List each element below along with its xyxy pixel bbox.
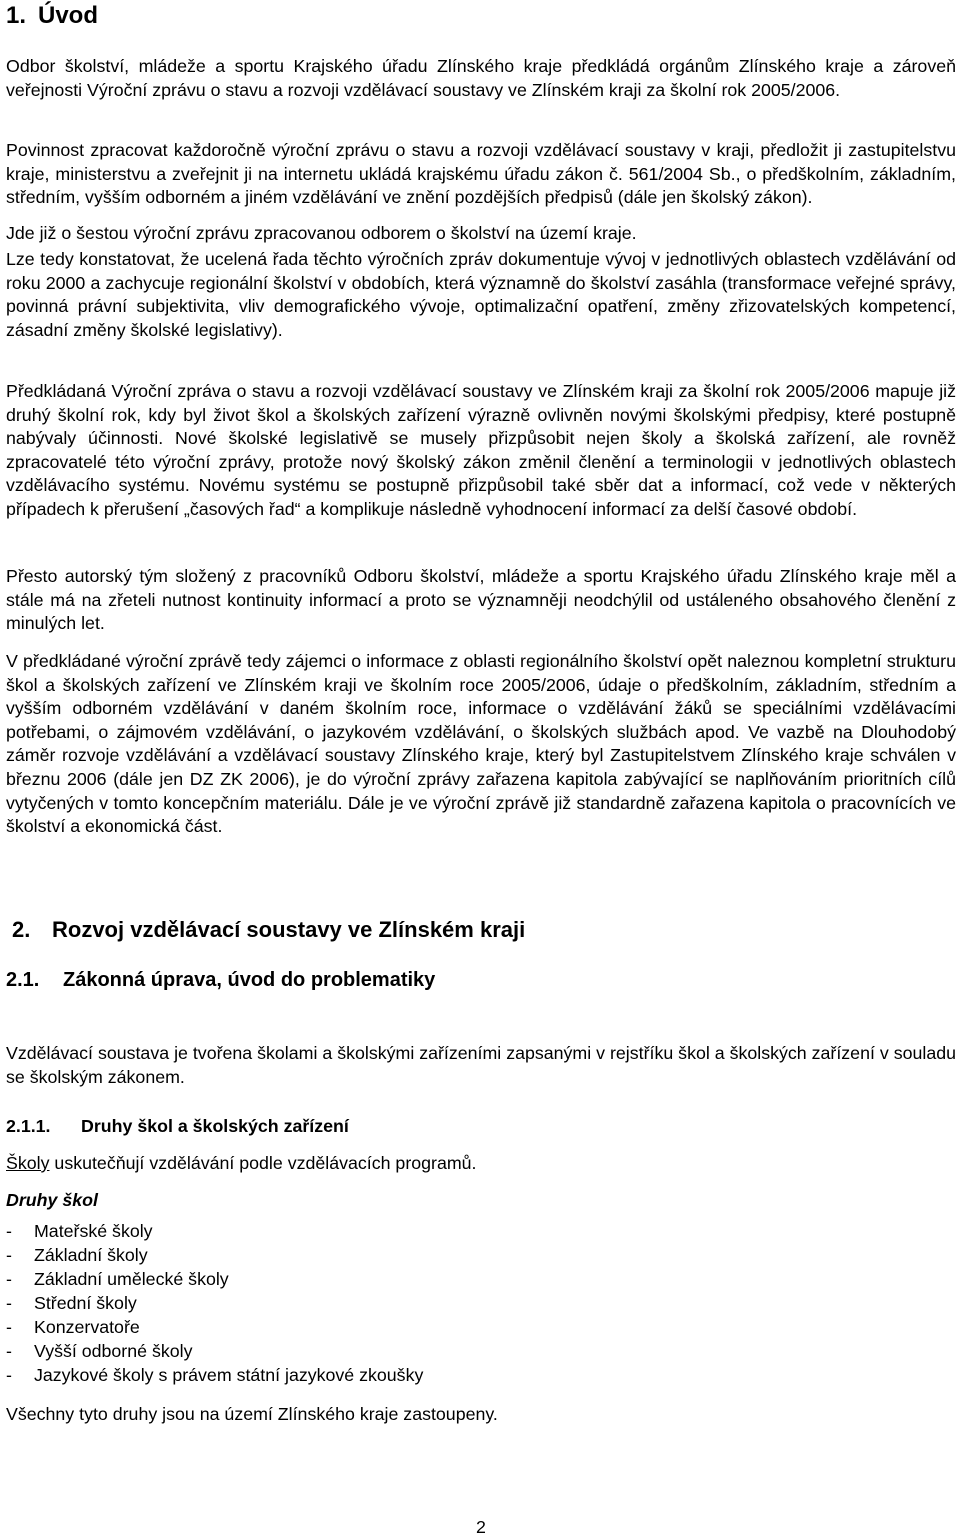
heading-1-number: 1. <box>6 2 27 29</box>
school-types-label: Druhy škol <box>6 1190 98 1210</box>
heading-2-number: 2. <box>12 917 31 942</box>
heading-2-title: Rozvoj vzdělávací soustavy ve Zlínském kraji <box>52 917 526 942</box>
list-item: - Základní umělecké školy <box>6 1269 229 1289</box>
paragraph-closing: Všechny tyto druhy jsou na území Zlínského kraje zastoupeny. <box>6 1404 498 1424</box>
heading-4 <box>6 1114 349 1138</box>
paragraph-intro-1: Odbor školství, mládeže a sportu Krajského úřadu Zlínského kraje předkládá orgánům Zlínského kraje a zároveň veřejnosti Výroční zprávu o stavu a rozvoji vzdělávací soustavy ve Zlínském kraji za školní rok 2005/2006. <box>6 56 956 100</box>
list-item: - Mateřské školy <box>6 1221 153 1241</box>
list-item: - Konzervatoře <box>6 1317 140 1337</box>
document-page <box>6 0 956 1537</box>
school-types-list <box>6 1219 423 1387</box>
heading-2 <box>12 916 525 944</box>
paragraph-intro-3: Jde již o šestou výroční zprávu zpracovanou odborem o školství na území kraje. <box>6 223 637 243</box>
paragraph-intro-6: Přesto autorský tým složený z pracovníků Odboru školství, mládeže a sportu Krajského úřadu Zlínského kraje měl a stále má na zřeteli nutnost kontinuity informací a proto se významněji neodchýlil od ustáleného obsahového členění z minulých let. <box>6 566 956 634</box>
heading-4-number: 2.1.1. <box>6 1116 51 1136</box>
schools-underlined-word: Školy <box>6 1153 50 1173</box>
heading-3-number: 2.1. <box>6 969 40 991</box>
list-item: - Vyšší odborné školy <box>6 1341 193 1361</box>
paragraph-intro-4: Lze tedy konstatovat, že ucelená řada těchto výročních zpráv dokumentuje vývoj v jednotlivých oblastech vzdělávání od roku 2000 a zachycuje regionální školství v obdobích, která významně do školství zasáhla (transformace veřejné správy, povinná právní subjektivita, vliv demografického vývoje, optimalizační opatření, změny zřizovatelských kompetencí, zásadní změny školské legislativy). <box>6 249 956 340</box>
list-item: - Jazykové školy s právem státní jazykové zkoušky <box>6 1365 424 1385</box>
paragraph-schools <box>6 1152 956 1176</box>
paragraph-legal: Vzdělávací soustava je tvořena školami a školskými zařízeními zapsanými v rejstříku škol a školských zařízení v souladu se školským zákonem. <box>6 1043 956 1087</box>
list-item: - Základní školy <box>6 1245 148 1265</box>
schools-sentence-rest: uskutečňují vzdělávání podle vzdělávacích programů. <box>49 1153 477 1173</box>
paragraph-intro-2: Povinnost zpracovat každoročně výroční zprávu o stavu a rozvoji vzdělávací soustavy v kraji, předložit ji zastupitelstvu kraje, ministerstvu a zveřejnit ji na internetu ukládá krajskému úřadu zákon č. 561/2004 Sb., o předškolním, základním, středním, vyšším odborném a jiném vzdělávání ve znění pozdějších předpisů (dále jen školský zákon). <box>6 140 956 208</box>
page-number: 2 <box>476 1517 486 1537</box>
paragraph-intro-7: V předkládané výroční zprávě tedy zájemci o informace z oblasti regionálního školství opět naleznou kompletní strukturu škol a školských zařízení ve Zlínském kraji ve školním roce 2005/2006, údaje o předškolním, základním, středním a vyšším odborném vzdělávání v daném školním roce, informace o vzdělávání žáků se speciálními vzdělávacími potřebami, o zájmovém vzdělávání, o jazykovém vzdělávání, o školských službách apod. Ve vazbě na Dlouhodobý záměr rozvoje vzdělávání a vzdělávací soustavy Zlínského kraje, který byl Zastupitelstvem Zlínského kraje schválen v březnu 2006 (dále jen DZ ZK 2006), je do výroční zprávy zařazena kapitola zabývající se naplňováním prioritních cílů vytyčených v tomto koncepčním materiálu. Dále je ve výroční zprávě již standardně zařazena kapitola o pracovnících ve školství a ekonomická část. <box>6 651 956 837</box>
heading-1-title: Úvod <box>38 2 98 29</box>
paragraph-intro-5: Předkládaná Výroční zpráva o stavu a rozvoji vzdělávací soustavy ve Zlínském kraji za školní rok 2005/2006 mapuje již druhý školní rok, kdy byl život škol a školských zařízení výrazně ovlivněn novými školskými předpisy, které postupně nabývaly účinnosti. Nové školské legislativě se musely přizpůsobit nejen školy a školská zařízení, ale rovněž zpracovatelé této výroční zprávy, protože nový školský zákon změnil členění a terminologii v jednotlivých oblastech vzdělávacího systému. Novému systému se postupně přizpůsobil také sběr dat a informací, což vede v některých případech k přerušení „časových řad“ a komplikuje následně vyhodnocení informací za delší časové období. <box>6 381 956 519</box>
list-item: - Střední školy <box>6 1293 137 1313</box>
heading-1 <box>6 2 98 30</box>
heading-3 <box>6 967 435 993</box>
heading-4-title: Druhy škol a školských zařízení <box>81 1116 349 1136</box>
heading-3-title: Zákonná úprava, úvod do problematiky <box>63 969 436 991</box>
